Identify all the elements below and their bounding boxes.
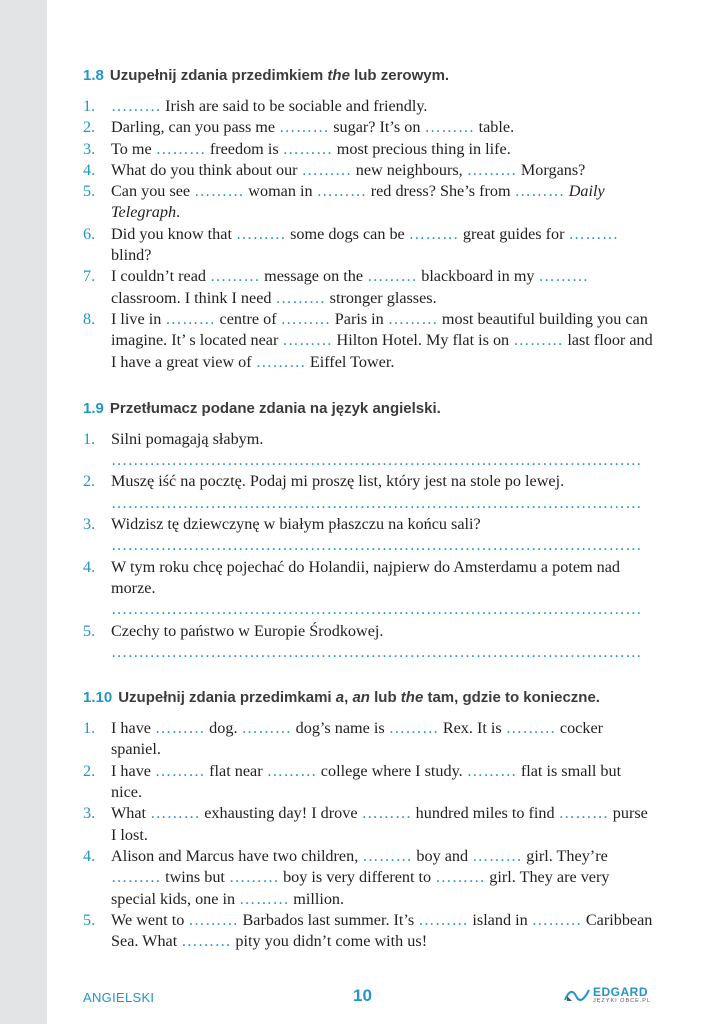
answer-blank[interactable]: ……… <box>275 288 326 307</box>
text-fragment: Hilton Hotel. My flat is on <box>332 331 514 350</box>
answer-blank[interactable]: ……… <box>282 139 333 158</box>
item-text <box>111 224 653 267</box>
text-fragment: message on the <box>260 267 368 286</box>
text-fragment: Barbados last summer. It’s <box>238 910 419 929</box>
answer-blank[interactable]: ……… <box>558 804 609 823</box>
logo-brand: EDGARD <box>593 985 649 999</box>
answer-blank[interactable]: ……… <box>181 932 232 951</box>
exercise-item <box>83 557 653 621</box>
answer-blank[interactable]: ……… <box>466 160 517 179</box>
answer-line[interactable]: …………………………………………………………………………………… <box>111 600 642 619</box>
text-fragment: girl. They are very special kids, one in <box>111 868 610 908</box>
answer-blank[interactable]: ……… <box>538 267 589 286</box>
text-fragment: most precious thing in life. <box>332 139 511 158</box>
answer-blank[interactable]: ……… <box>388 719 439 738</box>
text-fragment: Irish are said to be sociable and friendly. <box>161 97 428 115</box>
exercise-1-8-list <box>83 96 653 373</box>
text-fragment: million. <box>289 889 345 908</box>
item-number: 6. <box>83 224 96 243</box>
text-fragment: twins but <box>161 868 229 887</box>
exercise-item <box>83 224 653 267</box>
text-fragment: What <box>111 804 151 823</box>
text-fragment: pity you didn’t come with us! <box>231 932 428 951</box>
text-fragment: boy is very different to <box>279 868 436 887</box>
exercise-1-8-title: 1.8 Uzupełnij zdania przedimkiem the lub zerowym. <box>83 67 450 84</box>
sentence-to-translate: Czechy to państwo w Europie Środkowej. <box>111 621 384 640</box>
text-fragment: last floor and I have a great view of <box>111 331 653 371</box>
answer-blank[interactable]: ……… <box>418 910 469 929</box>
exercise-item <box>83 139 653 160</box>
exercise-item <box>83 117 653 138</box>
item-text <box>111 621 653 664</box>
exercise-item <box>83 96 653 117</box>
item-text <box>111 803 653 846</box>
answer-blank[interactable]: ……… <box>408 224 459 243</box>
exercise-item <box>83 471 653 514</box>
item-text <box>111 309 653 373</box>
page-margin-strip <box>0 0 47 1024</box>
item-text <box>111 96 653 117</box>
answer-blank[interactable]: ……… <box>194 182 245 201</box>
answer-blank[interactable]: ……… <box>472 846 523 865</box>
exercise-item <box>83 803 653 846</box>
answer-blank[interactable]: ……… <box>514 182 565 201</box>
text-fragment: island in <box>468 910 532 929</box>
item-number: 7. <box>83 267 96 286</box>
item-text <box>111 910 653 953</box>
exercise-item <box>83 309 653 373</box>
text-fragment: We went to <box>111 910 189 929</box>
item-number: 1. <box>83 719 96 738</box>
answer-blank[interactable]: ……… <box>210 267 261 286</box>
text-fragment: classroom. I think I need <box>111 288 276 307</box>
page-number: 10 <box>353 986 372 1005</box>
answer-blank[interactable]: ……… <box>188 910 239 929</box>
text-fragment: great guides for <box>458 224 569 243</box>
item-number: 2. <box>83 761 96 780</box>
exercise-item <box>83 160 653 181</box>
text-fragment: stronger glasses. <box>325 288 437 307</box>
publisher-logo <box>563 984 658 1008</box>
text-fragment: most beautiful building you can imagine. It’ s located near <box>111 309 648 350</box>
answer-blank[interactable]: ……… <box>282 331 333 350</box>
answer-blank[interactable]: ……… <box>505 719 556 738</box>
answer-blank[interactable]: ……… <box>228 868 280 887</box>
item-number: 1. <box>83 97 96 115</box>
text-fragment: What do you think about our <box>111 160 302 179</box>
answer-blank[interactable]: ……… <box>150 804 201 823</box>
logo-brand-sub: JĘZYKI OBCE.PL <box>593 998 652 1004</box>
text-fragment: . <box>176 203 181 222</box>
text-fragment: dog. <box>205 719 242 738</box>
text-fragment: Caribbean Sea. What <box>111 910 653 951</box>
text-fragment: blackboard in my <box>417 267 539 286</box>
answer-blank[interactable]: ……… <box>155 719 206 738</box>
text-fragment: Did you know that <box>111 224 236 243</box>
item-text <box>111 160 653 181</box>
answer-blank[interactable]: ……… <box>280 309 331 328</box>
logo-wave-icon <box>563 986 591 1004</box>
worksheet-content <box>83 66 653 952</box>
exercise-item <box>83 621 653 664</box>
text-fragment: Morgans? <box>516 160 586 179</box>
answer-blank[interactable]: ……… <box>266 761 317 780</box>
text-fragment: college where I study. <box>316 761 467 780</box>
text-fragment: boy and <box>412 846 473 865</box>
answer-blank[interactable]: ……… <box>155 139 206 158</box>
text-fragment: sugar? It’s on <box>329 118 425 137</box>
text-fragment: Rex. It is <box>438 719 506 738</box>
item-number: 3. <box>83 804 96 823</box>
text-fragment: purse I lost. <box>111 804 648 844</box>
text-fragment: freedom is <box>205 139 283 158</box>
text-fragment: Paris in <box>330 309 388 328</box>
answer-line[interactable]: …………………………………………………………………………………… <box>111 451 642 470</box>
title-italic: Daily Telegraph <box>111 182 605 222</box>
item-text <box>111 181 653 224</box>
text-fragment: Can you see <box>111 182 195 201</box>
item-number: 8. <box>83 309 96 328</box>
text-fragment: centre of <box>215 309 281 328</box>
answer-blank[interactable]: ……… <box>466 761 517 780</box>
answer-line[interactable]: …………………………………………………………………………………… <box>111 493 642 512</box>
sentence-to-translate: Muszę iść na pocztę. Podaj mi proszę list, który jest na stole po lewej. <box>111 472 565 491</box>
answer-blank[interactable]: ……… <box>155 761 206 780</box>
answer-blank[interactable]: ……… <box>255 352 306 371</box>
text-fragment: I live in <box>111 309 166 328</box>
item-text <box>111 761 653 804</box>
item-number: 2. <box>83 118 96 137</box>
text-fragment: table. <box>474 118 515 137</box>
text-fragment: Alison and Marcus have two children, <box>111 846 363 865</box>
answer-line[interactable]: …………………………………………………………………………………… <box>111 642 642 661</box>
item-number: 4. <box>83 160 96 179</box>
answer-blank[interactable]: ……… <box>513 331 564 350</box>
exercise-item <box>83 761 653 804</box>
answer-blank[interactable]: ……… <box>435 868 486 887</box>
exercise-1-10-title: 1.10 Uzupełnij zdania przedimkami a, an lub the tam, gdzie to konieczne. <box>83 689 600 707</box>
answer-blank[interactable]: ……… <box>531 910 582 929</box>
exercise-1-9-list <box>83 429 653 663</box>
answer-blank[interactable]: ……… <box>279 118 330 137</box>
item-text <box>111 471 653 514</box>
item-number: 3. <box>83 139 96 158</box>
item-number: 2. <box>83 472 96 491</box>
answer-blank[interactable]: ……… <box>362 846 413 865</box>
answer-line[interactable]: …………………………………………………………………………………… <box>111 536 642 555</box>
sentence-to-translate: Widzisz tę dziewczynę w białym płaszczu na końcu sali? <box>111 515 481 534</box>
exercise-item <box>83 429 653 472</box>
item-text <box>111 266 653 309</box>
sentence-to-translate: Silni pomagają słabym. <box>111 429 264 448</box>
answer-blank[interactable]: ……… <box>241 719 292 738</box>
answer-blank[interactable]: ……… <box>165 309 216 328</box>
item-text <box>111 718 653 761</box>
text-fragment: red dress? She’s from <box>366 182 515 201</box>
footer-subject: ANGIELSKI <box>83 990 155 1005</box>
text-fragment: I have <box>111 761 156 780</box>
item-text <box>111 429 653 472</box>
answer-blank[interactable]: ……… <box>111 97 162 115</box>
item-number: 5. <box>83 910 96 929</box>
exercise-1-10-list <box>83 718 653 952</box>
answer-blank[interactable]: ……… <box>568 224 619 243</box>
answer-blank[interactable]: ……… <box>239 889 290 908</box>
exercise-item <box>83 718 653 761</box>
text-fragment: To me <box>111 139 156 158</box>
item-number: 1. <box>83 429 96 448</box>
item-number: 5. <box>83 621 96 640</box>
answer-blank[interactable]: ……… <box>424 118 475 137</box>
text-fragment: dog’s name is <box>291 719 389 738</box>
sentence-to-translate: W tym roku chcę pojechać do Holandii, najpierw do Amsterdamu a potem nad morze. <box>111 557 621 597</box>
text-fragment: flat is small but nice. <box>111 761 622 802</box>
answer-blank[interactable]: ……… <box>301 160 352 179</box>
exercise-item <box>83 514 653 557</box>
exercise-item <box>83 846 653 910</box>
answer-blank[interactable]: ……… <box>236 224 287 243</box>
item-text <box>111 117 653 138</box>
answer-blank[interactable]: ……… <box>361 804 412 823</box>
item-text <box>111 557 653 621</box>
exercise-item <box>83 910 653 953</box>
item-number: 4. <box>83 557 96 576</box>
text-fragment: flat near <box>205 761 267 780</box>
text-fragment: I couldn’t read <box>111 267 211 286</box>
text-fragment: cocker spaniel. <box>111 719 604 759</box>
text-fragment: new neighbours, <box>351 160 467 179</box>
exercise-1-9-title: 1.9 Przetłumacz podane zdania na język angielski. <box>83 399 441 417</box>
text-fragment: Darling, can you pass me <box>111 118 280 137</box>
answer-blank[interactable]: ……… <box>111 868 162 887</box>
text-fragment: woman in <box>244 182 317 201</box>
exercise-item <box>83 266 653 309</box>
item-text <box>111 846 653 910</box>
text-fragment: I have <box>111 719 156 738</box>
text-fragment: hundred miles to find <box>411 804 559 823</box>
item-text <box>111 514 653 557</box>
exercise-item <box>83 181 653 224</box>
item-number: 5. <box>83 182 96 201</box>
text-fragment: some dogs can be <box>286 224 409 243</box>
text-fragment: girl. They’re <box>522 846 608 865</box>
answer-blank[interactable]: ……… <box>367 267 418 286</box>
answer-blank[interactable]: ……… <box>387 309 438 328</box>
text-fragment: blind? <box>111 246 152 265</box>
text-fragment: exhausting day! I drove <box>200 804 362 823</box>
answer-blank[interactable]: ……… <box>316 182 367 201</box>
item-number: 3. <box>83 515 96 534</box>
text-fragment: Eiffel Tower. <box>305 352 395 371</box>
item-number: 4. <box>83 846 96 865</box>
item-text <box>111 139 653 160</box>
